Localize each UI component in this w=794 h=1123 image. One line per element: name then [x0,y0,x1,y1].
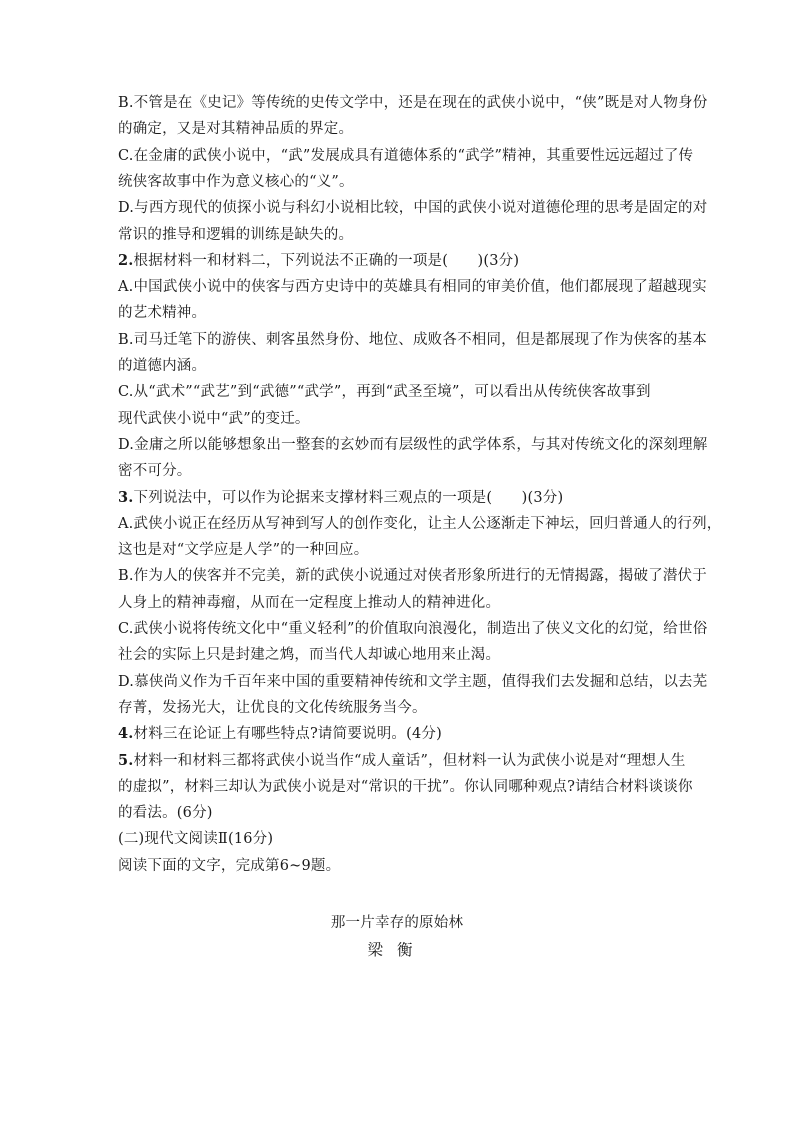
question-line [118,251,678,271]
text-line: 存菁，发扬光大，让优良的文化传统服务当今。 [118,699,427,716]
text-line: 人身上的精神毒瘤，从而在一定程度上推动人的精神进化。 [118,594,501,611]
question-number: 3. [118,488,134,506]
question-line [118,724,678,744]
question-line [118,488,678,508]
text-line: B.司马迁笔下的游侠、刺客虽然身份、地位、成败各不相同，但是都展现了作为侠客的基本 [118,331,707,348]
text-line: A.中国武侠小说中的侠客与西方史诗中的英雄具有相同的审美价值，他们都展现了超越现实 [118,279,707,296]
question-text: 材料一和材料三都将武侠小说当作“成人童话”，但材料一认为武侠小说是对“理想人生 [133,752,686,769]
text-line: 的确定，又是对其精神品质的界定。 [118,121,354,138]
text-line: 统侠客故事中作为意义核心的“义”。 [118,173,354,190]
question-text: 根据材料一和材料二，下列说法不正确的一项是( )(3分) [133,252,520,269]
question-text: 材料三在论证上有哪些特点?请简要说明。(4分) [133,726,442,743]
article-author: 梁衡 [367,941,427,959]
text-line: 社会的实际上只是封建之鸩，而当代人却诚心地用来止渴。 [118,647,501,664]
text-line: 的虚拟”，材料三却认为武侠小说是对“常识的干扰”。你认同哪种观点?请结合材料谈谈你 [118,778,693,795]
question-line [118,751,686,771]
text-line: D.与西方现代的侦探小说与科幻小说相比较，中国的武侠小说对道德伦理的思考是固定的对 [118,200,708,217]
question-text: 下列说法中，可以作为论据来支撑材料三观点的一项是( )(3分) [133,489,564,506]
text-line: 常识的推导和逻辑的训练是缺失的。 [118,226,354,243]
text-line: A.武侠小说正在经历从写神到写人的创作变化，让主人公逐渐走下神坛，回归普通人的行列， [118,515,722,532]
text-line: 的艺术精神。 [118,305,207,322]
text-line: 现代武侠小说中“武”的变迁。 [118,410,310,427]
text-line: 这也是对“文学应是人学”的一种回应。 [118,542,369,559]
text-line: (二)现代文阅读Ⅱ(16分) [118,831,274,848]
text-line: 阅读下面的文字，完成第6~9题。 [118,857,341,874]
text-line: C.从“武术”“武艺”到“武德”“武学”，再到“武圣至境”，可以看出从传统侠客故事到 [118,384,651,401]
text-line: C.武侠小说将传统文化中“重义轻利”的价值取向浪漫化，制造出了侠义文化的幻觉，给世俗 [118,621,708,637]
text-line: 的看法。(6分) [118,805,213,822]
text-line: D.慕侠尚义作为千百年来中国的重要精神传统和文学主题，值得我们去发掘和总结，以去芜 [118,673,708,690]
text-line: D.金庸之所以能够想象出一整套的玄妙而有层级性的武学体系，与其对传统文化的深刻理解 [118,436,708,453]
text-line: C.在金庸的武侠小说中，“武”发展成具有道德体系的“武学”精神，其重要性远远超过了传 [118,147,694,164]
question-number: 5. [118,751,134,769]
text-line: B.不管是在《史记》等传统的史传文学中，还是在现在的武侠小说中，“侠”既是对人物身份 [118,95,708,111]
question-number: 4. [118,725,134,743]
text-line: 的道德内涵。 [118,358,207,374]
question-number: 2. [118,251,134,269]
text-line: B.作为人的侠客并不完美，新的武侠小说通过对侠者形象所进行的无情揭露，揭破了潜伏于 [118,568,707,585]
text-line: 密不可分。 [118,463,192,480]
article-title: 那一片幸存的原始林 [330,915,464,931]
